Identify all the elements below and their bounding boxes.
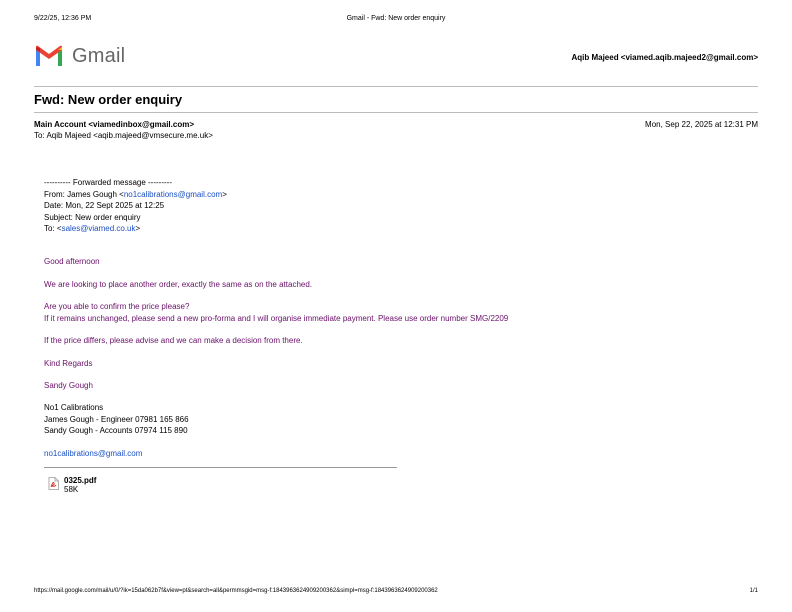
account-line: Aqib Majeed <viamed.aqib.majeed2@gmail.com> [571,53,758,62]
signature-block [44,402,189,437]
sent-date: Mon, Sep 22, 2025 at 12:31 PM [645,120,758,129]
forwarded-subject: Subject: New order enquiry [44,212,141,222]
sender-name: Sandy Gough [44,381,93,390]
sender: Main Account <viamedinbox@gmail.com> [34,120,194,129]
body-paragraph-2: Are you able to confirm the price please? If it remains unchanged, please send a new pro-forma and I will organise immediate payment. Please use order number SMG/2209 [44,302,509,323]
email-subject: Fwd: New order enquiry [34,92,183,107]
greeting: Good afternoon [44,257,100,266]
print-url: https://mail.google.com/mail/u/0/?ik=15da062b7f&view=pt&search=all&permmsgid=msg-f:1843963624909200362&simpl=msg-f:1843963624909200362 [34,588,438,594]
subject-divider [34,112,758,113]
body-paragraph-1: We are looking to place another order, exactly the same as on the attached. [44,280,313,289]
company-name: No1 Calibrations [44,403,104,412]
attachment-info [64,476,96,494]
attachment-name: 0325.pdf [64,476,97,485]
print-date: 9/22/25, 12:36 PM [34,15,92,22]
header-divider [34,86,758,87]
body-paragraph-3: If the price differs, please advise and we can make a decision from there. [44,336,303,345]
attachment-size: 58K [64,485,79,494]
gmail-logo [34,44,125,68]
forwarded-from: From: James Gough <no1calibrations@gmail.com> [44,189,227,199]
signature-email-row [44,448,142,460]
pdf-file-icon [48,477,59,490]
gmail-wordmark: Gmail [72,44,126,67]
forwarded-to-email[interactable]: sales@viamed.co.uk [61,224,136,233]
forwarded-to: To: <sales@viamed.co.uk> [44,224,141,233]
forwarded-marker: ---------- Forwarded message --------- [44,178,172,187]
forwarded-date: Date: Mon, 22 Sept 2025 at 12:25 [44,201,165,210]
forwarded-header [44,177,227,235]
recipient: To: Aqib Majeed <aqib.majeed@vmsecure.me.uk> [34,131,213,140]
gmail-m-icon [34,44,64,68]
signature-email-link[interactable]: no1calibrations@gmail.com [44,449,143,458]
page-number: 1/1 [749,588,758,594]
logo-row [34,44,758,72]
contact-1: James Gough - Engineer 07981 165 866 [44,414,189,424]
attachment-divider [44,467,397,468]
print-title: Gmail - Fwd: New order enquiry [346,15,446,22]
forwarded-from-email[interactable]: no1calibrations@gmail.com [123,189,223,199]
attachment[interactable] [48,476,96,494]
contact-2: Sandy Gough - Accounts 07974 115 890 [44,426,188,435]
sign-off: Kind Regards [44,359,93,368]
